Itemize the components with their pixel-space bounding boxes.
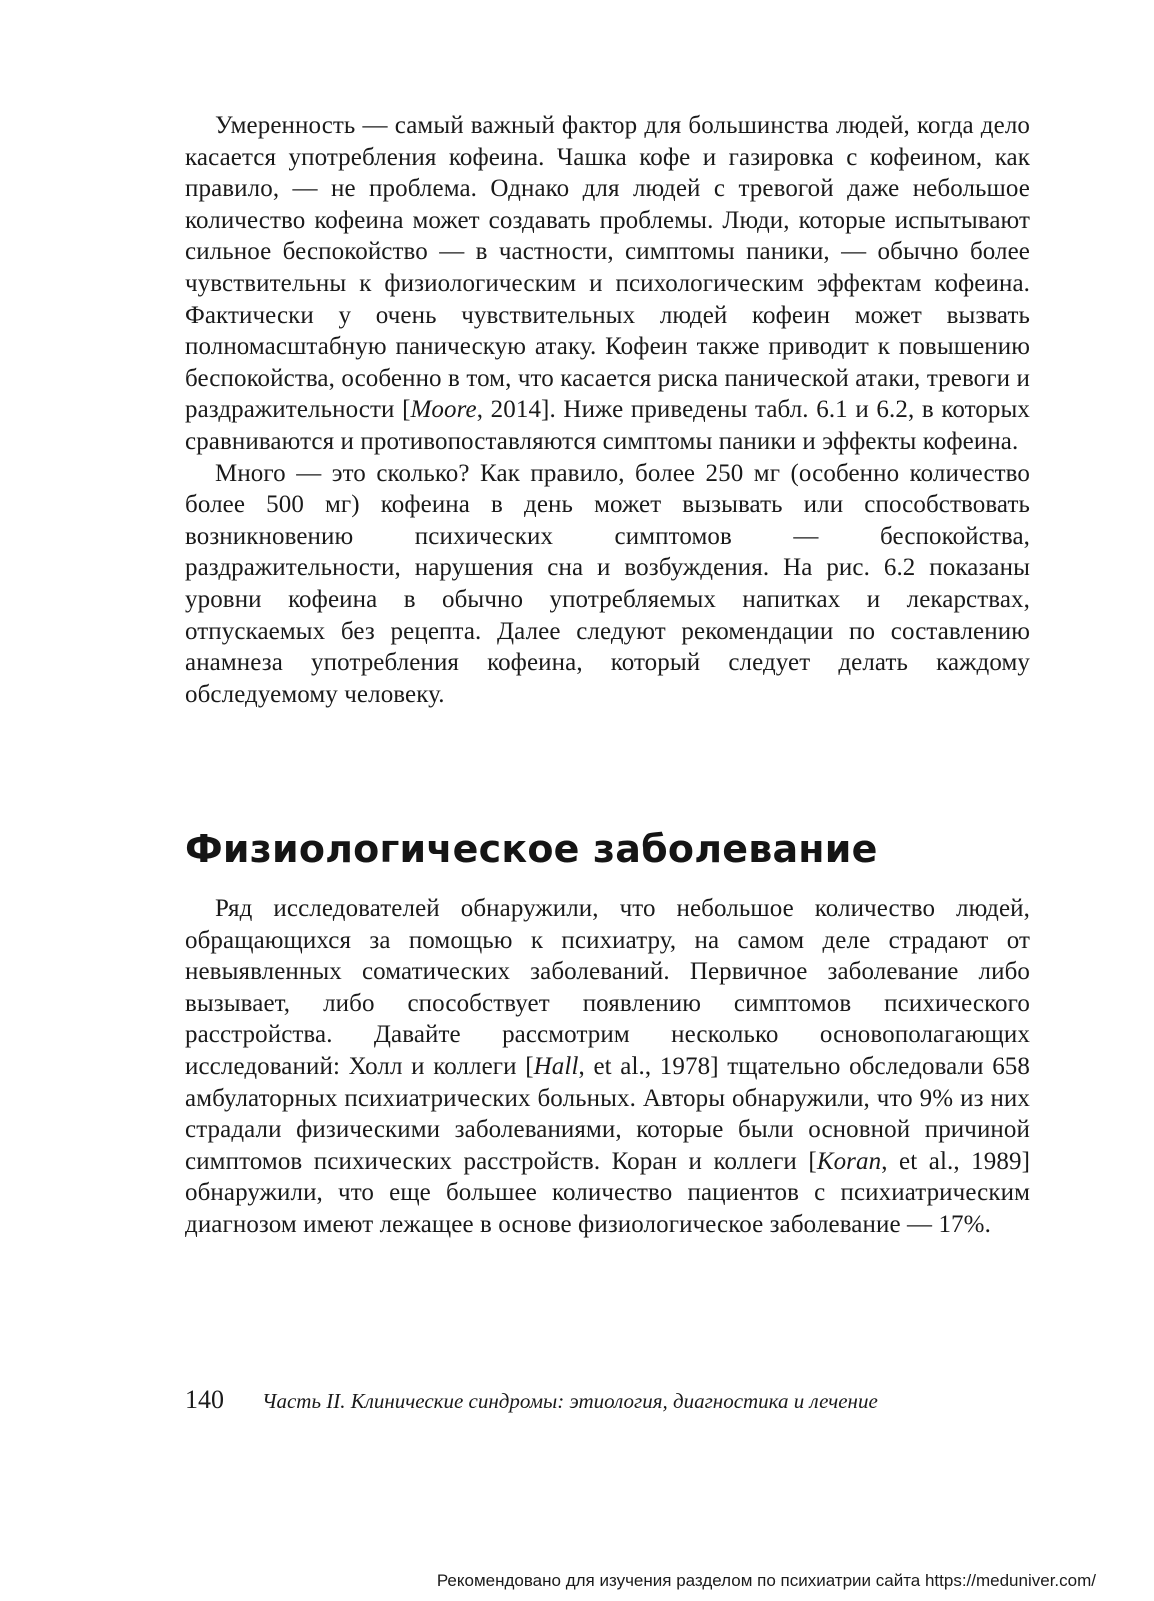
page-footer bbox=[185, 1385, 1030, 1421]
page-number: 140 bbox=[185, 1385, 224, 1414]
paragraph-moderation bbox=[185, 110, 1030, 458]
paragraph-physiological-text-2: , et al., 1978] тщательно обследовали 658 амбулаторных психиатрических больных. Авторы обнаружили, что 9% из них страдали физическими заболеваниями, которые были основной причиной симптомов психических расстройств. Коран и коллеги [ bbox=[185, 1052, 1030, 1175]
body-text-bottom bbox=[185, 893, 1030, 1241]
paragraph-physiological-disease bbox=[185, 893, 1030, 1241]
paragraph-moderation-text: Умеренность — самый важный фактор для большинства людей, когда дело касается употребления кофеина. Чашка кофе и газировка с кофеином, как правило, — не проблема. Однако для людей с тревогой даже небольшое количество кофеина может создавать проблемы. Люди, которые испытывают сильное беспокойство — в частности, симптомы паники, — обычно более чувствительны к физиологическим и психологическим эффектам кофеина. Фактически у очень чувствительных людей кофеин может вызвать полномасштабную паническую атаку. Кофеин также приводит к повышению беспокойства, особенно в том, что касается риска панической атаки, тревоги и раздражительности [ bbox=[185, 112, 1030, 424]
citation-author-koran: Koran bbox=[816, 1147, 882, 1175]
paragraph-moderation-text-end: , 2014]. Ниже приведены табл. 6.1 и 6.2, в которых сравниваются и противопоставляются симптомы паники и эффекты кофеина. bbox=[185, 396, 1031, 455]
section-heading: Физиологическое заболевание bbox=[185, 827, 878, 871]
paragraph-how-much: Много — это сколько? Как правило, более 250 мг (особенно количество более 500 мг) кофеина в день может вызывать или способствовать возникновению психических симптомов — беспокойства, раздражительности, нарушения сна и возбуждения. На рис. 6.2 показаны уровни кофеина в обычно употребляемых напитках и лекарствах, отпускаемых без рецепта. Далее следуют рекомендации по составлению анамнеза употребления кофеина, который следует делать каждому обследуемому человеку. bbox=[185, 459, 1030, 708]
body-text-top bbox=[185, 110, 1030, 710]
citation-author-moore: Moore bbox=[410, 396, 477, 424]
paragraph-physiological-text-1: Ряд исследователей обнаружили, что небольшое количество людей, обращающихся за помощью к психиатру, на самом деле страдают от невыявленных соматических заболеваний. Первичное заболевание либо вызывает, либо способствует появлению симптомов психического расстройства. Давайте рассмотрим несколько основополагающих исследований: Холл и коллеги [ bbox=[185, 895, 1030, 1080]
citation-author-hall: Hall bbox=[533, 1052, 579, 1080]
paragraph-physiological-text-3: , et al., 1989] обнаружили, что еще большее количество пациентов с психиатрическим диагнозом имеют лежащее в основе физиологическое заболевание — 17%. bbox=[185, 1147, 1030, 1238]
watermark-text: Рекомендовано для изучения разделом по психиатрии сайта https://meduniver.com/ bbox=[436, 1571, 1096, 1590]
running-title: Часть II. Клинические синдромы: этиология, диагностика и лечение bbox=[262, 1389, 878, 1413]
